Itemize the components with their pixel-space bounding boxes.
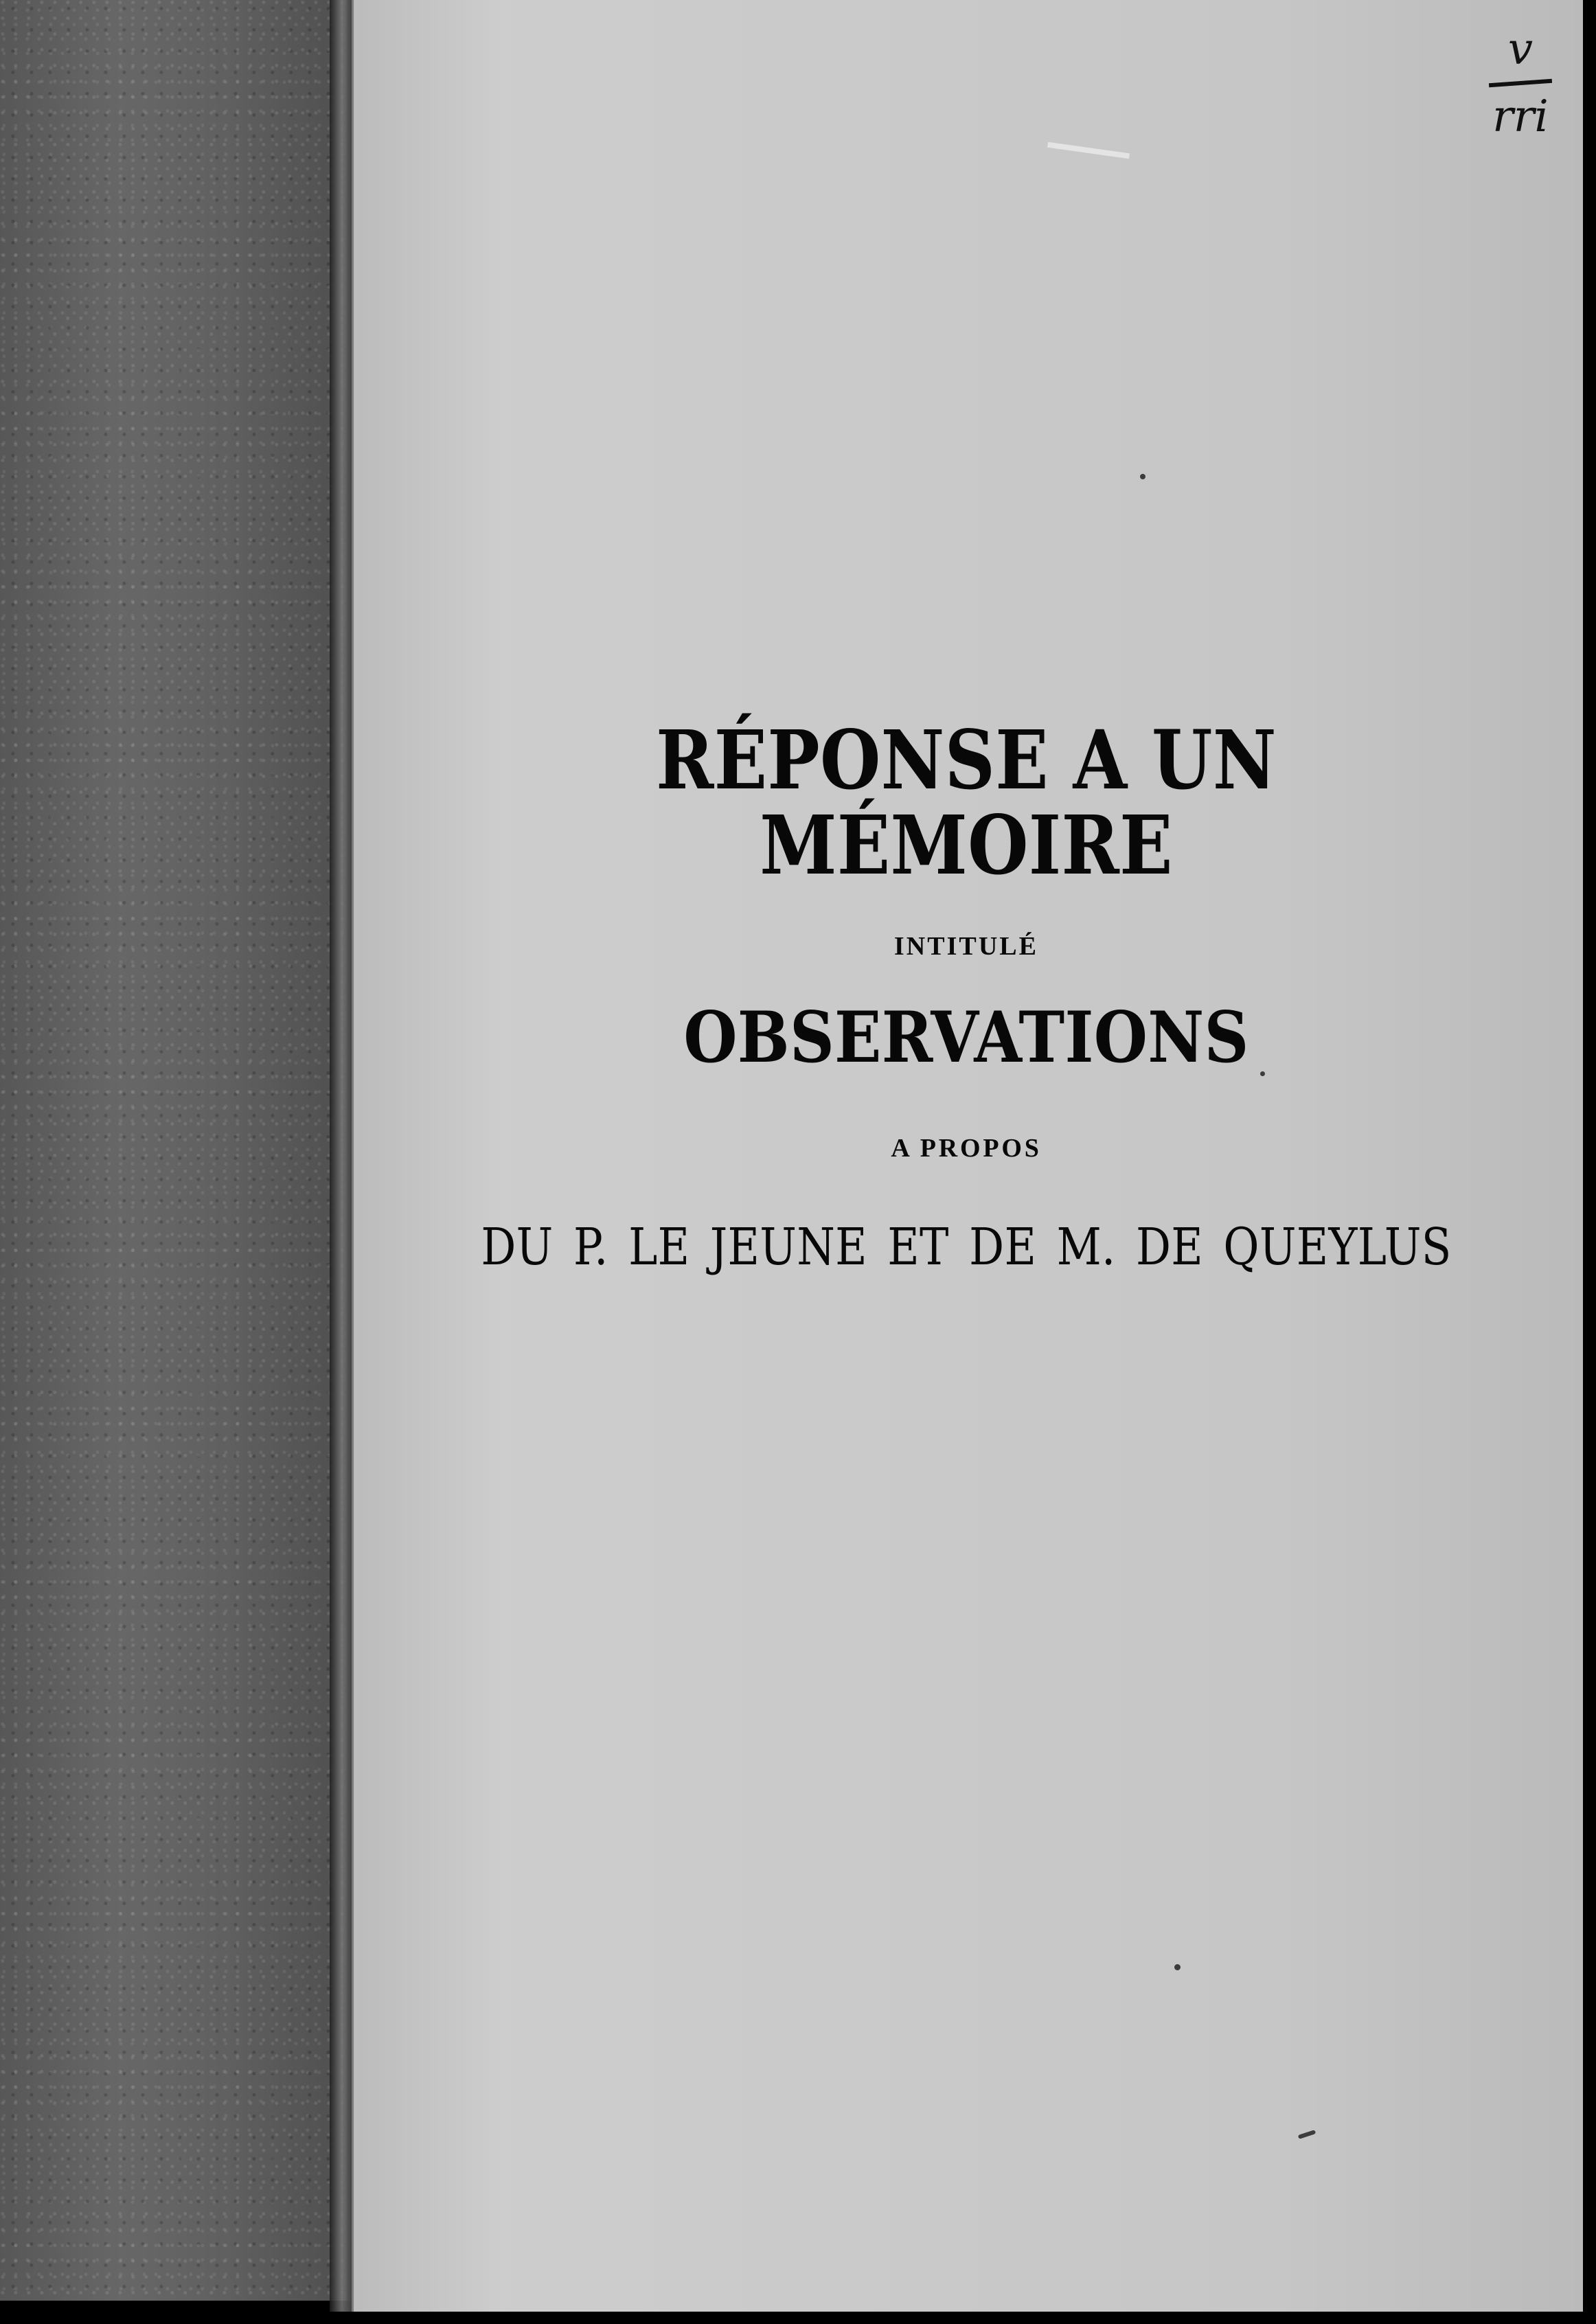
annotation-divider <box>1489 79 1552 87</box>
left-cover-board <box>0 0 351 2301</box>
paper-speck <box>1174 1964 1181 1970</box>
annotation-top: v <box>1507 24 1534 75</box>
paper-mark <box>1298 2130 1316 2139</box>
spacer <box>352 1161 1581 1222</box>
intitule-label: INTITULÉ <box>893 931 1039 961</box>
paper-scratch <box>1047 142 1130 159</box>
handwritten-corner-annotation <box>1483 24 1558 151</box>
a-propos-label: A PROPOS <box>891 1133 1042 1163</box>
observations-heading: OBSERVATIONS <box>683 996 1249 1079</box>
paper-speck <box>1140 474 1145 479</box>
page-binding-shadow <box>330 0 352 2313</box>
annotation-bottom: rri <box>1492 91 1549 142</box>
subject-line: DU P. LE JEUNE ET DE M. DE QUEYLUS <box>481 1217 1452 1277</box>
bottom-scan-edge <box>0 2312 1596 2324</box>
spacer <box>352 888 1581 933</box>
document-title-block <box>352 712 1581 1277</box>
document-title: RÉPONSE A UN MÉMOIRE <box>656 712 1277 893</box>
spacer <box>352 1073 1581 1135</box>
